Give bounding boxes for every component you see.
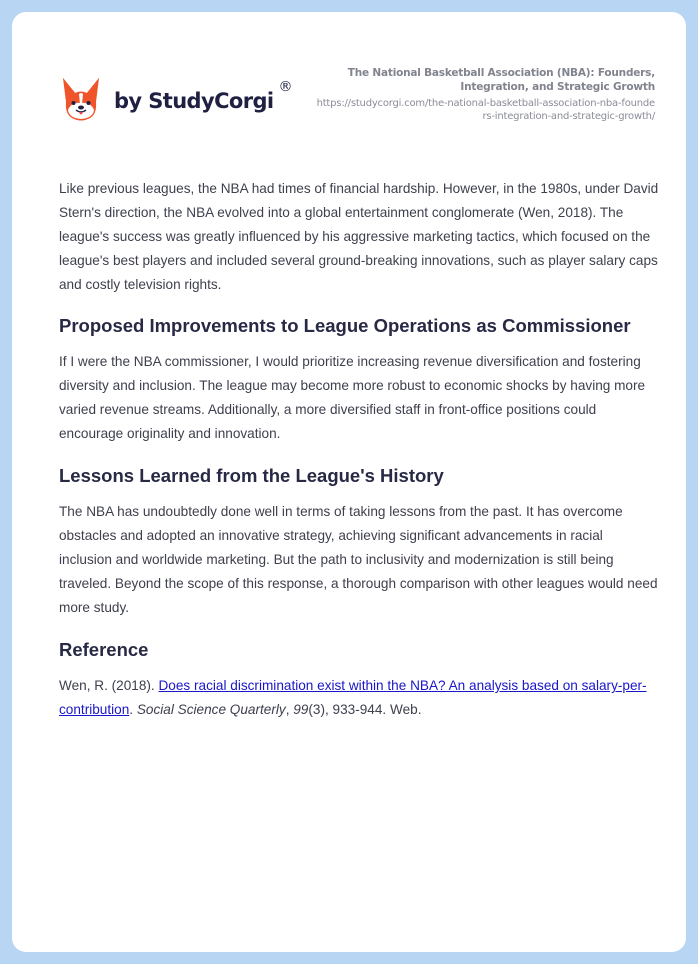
registered-mark: ®: [278, 79, 293, 95]
studycorgi-logo[interactable]: [60, 76, 293, 122]
reference-issue-pages: (3), 933-944. Web.: [308, 702, 422, 717]
section-paragraph-improvements: If I were the NBA commissioner, I would prioritize increasing revenue diversification and fostering diversity and inclusion. The league may become more robust to economic shocks by having more varied revenue streams. Additionally, a more diversified staff in front-office positions could encourage originality and innovation.: [59, 354, 646, 441]
article-body: [59, 177, 659, 722]
reference-entry: [59, 674, 659, 722]
page-header: [12, 12, 686, 152]
intro-paragraph: Like previous leagues, the NBA had times of financial hardship. However, in the 1980s, under David Stern's direction, the NBA evolved into a global entertainment conglomerate (Wen, 2018). The league's success was greatly influenced by his aggressive marketing tactics, which focused on the league's best players and included several ground-breaking innovations, such as player salary caps and costly television rights.: [59, 181, 659, 292]
document-url[interactable]: https://studycorgi.com/the-national-basketball-association-nba-founders-integration-and-strategic-growth/: [316, 98, 655, 122]
section-heading-improvements: Proposed Improvements to League Operations as Commissioner: [59, 315, 631, 336]
reference-heading: Reference: [59, 639, 149, 660]
reference-volume: 99: [293, 702, 309, 717]
corgi-logo-icon: [60, 76, 102, 122]
document-meta: [315, 66, 655, 123]
section-heading-lessons: Lessons Learned from the League's History: [59, 465, 444, 486]
logo-wordmark: by StudyCorgi: [114, 89, 274, 113]
document-card: [12, 12, 686, 952]
section-paragraph-lessons: The NBA has undoubtedly done well in terms of taking lessons from the past. It has overcome obstacles and adopted an innovative strategy, achieving significant advancements in racial inclusion and worldwide marketing. But the path to inclusivity and modernization is still being traveled. Beyond the scope of this response, a thorough comparison with other leagues would need more study.: [59, 504, 658, 615]
reference-journal: Social Science Quarterly: [136, 702, 286, 717]
reference-author-year: Wen, R. (2018).: [59, 678, 159, 693]
document-title: The National Basketball Association (NBA): Founders, Integration, and Strategic Growth: [347, 67, 655, 93]
reference-punct: .: [129, 702, 137, 717]
reference-link[interactable]: Does racial discrimination exist within the NBA? An analysis based on salary-per-contribution: [59, 678, 647, 717]
reference-comma: ,: [285, 702, 294, 717]
